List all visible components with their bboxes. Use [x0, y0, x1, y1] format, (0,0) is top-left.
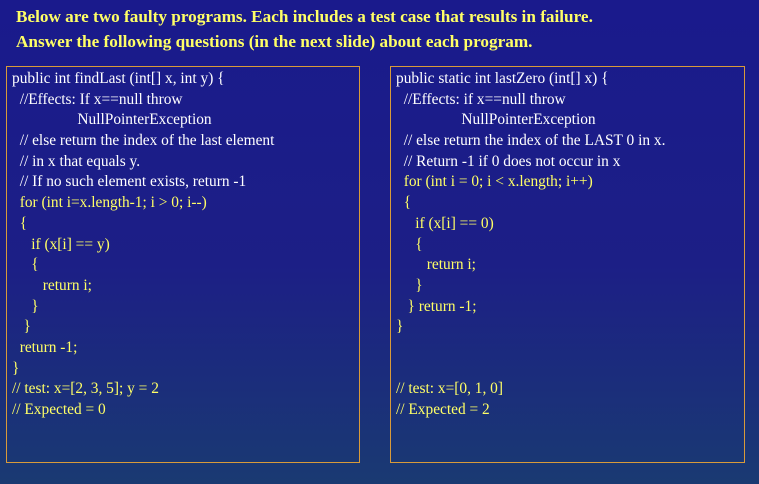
last-zero-code-line: { [396, 194, 412, 212]
find-last-code-line: for (int i=x.length-1; i > 0; i--) [12, 194, 207, 212]
find-last-code-line: } [12, 359, 20, 377]
find-last-code-line: NullPointerException [12, 111, 212, 129]
last-zero-code-line: if (x[i] == 0) [396, 214, 494, 232]
last-zero-code-line: // Expected = 2 [396, 401, 490, 418]
last-zero-code-line [396, 359, 744, 380]
last-zero-code-line: // Return -1 if 0 does not occur in x [396, 152, 621, 170]
last-zero-code-line: } [396, 276, 423, 294]
find-last-code-line: if (x[i] == y) [12, 235, 110, 253]
last-zero-code-line [396, 338, 744, 359]
header-line-1: Below are two faulty programs. Each includes a test case that results in failure. [16, 7, 593, 26]
last-zero-code-line: //Effects: if x==null throw [396, 90, 566, 108]
find-last-program-box [6, 66, 360, 463]
find-last-code-line: // test: x=[2, 3, 5]; y = 2 [12, 380, 159, 398]
last-zero-code-line: return i; [396, 256, 476, 274]
find-last-code-line: { [12, 256, 39, 274]
find-last-code-line: // else return the index of the last element [12, 132, 275, 150]
last-zero-code-line: // else return the index of the LAST 0 in x. [396, 132, 666, 150]
last-zero-code-line: } [396, 318, 404, 336]
find-last-code-line: } [12, 297, 39, 315]
find-last-code-line: // Expected = 0 [12, 401, 106, 418]
find-last-code-line: //Effects: If x==null throw [12, 90, 183, 108]
last-zero-code-line: // test: x=[0, 1, 0] [396, 380, 503, 398]
last-zero-code-line: NullPointerException [396, 111, 596, 129]
last-zero-program-box [390, 66, 745, 463]
find-last-code-line: } [12, 318, 31, 336]
last-zero-code-line: public static int lastZero (int[] x) { [396, 70, 609, 87]
header-line-2: Answer the following questions (in the next slide) about each program. [16, 32, 533, 51]
find-last-code-line: // in x that equals y. [12, 152, 141, 170]
find-last-code-line: return i; [12, 276, 92, 294]
find-last-code-line: { [12, 214, 28, 232]
find-last-code-line: return -1; [12, 338, 78, 356]
find-last-code-line: public int findLast (int[] x, int y) { [12, 70, 225, 87]
slide-header [16, 4, 756, 54]
last-zero-code-line: { [396, 235, 423, 253]
find-last-code-line: // If no such element exists, return -1 [12, 173, 247, 191]
last-zero-code-line: for (int i = 0; i < x.length; i++) [396, 173, 593, 191]
last-zero-code-line: } return -1; [396, 297, 477, 315]
